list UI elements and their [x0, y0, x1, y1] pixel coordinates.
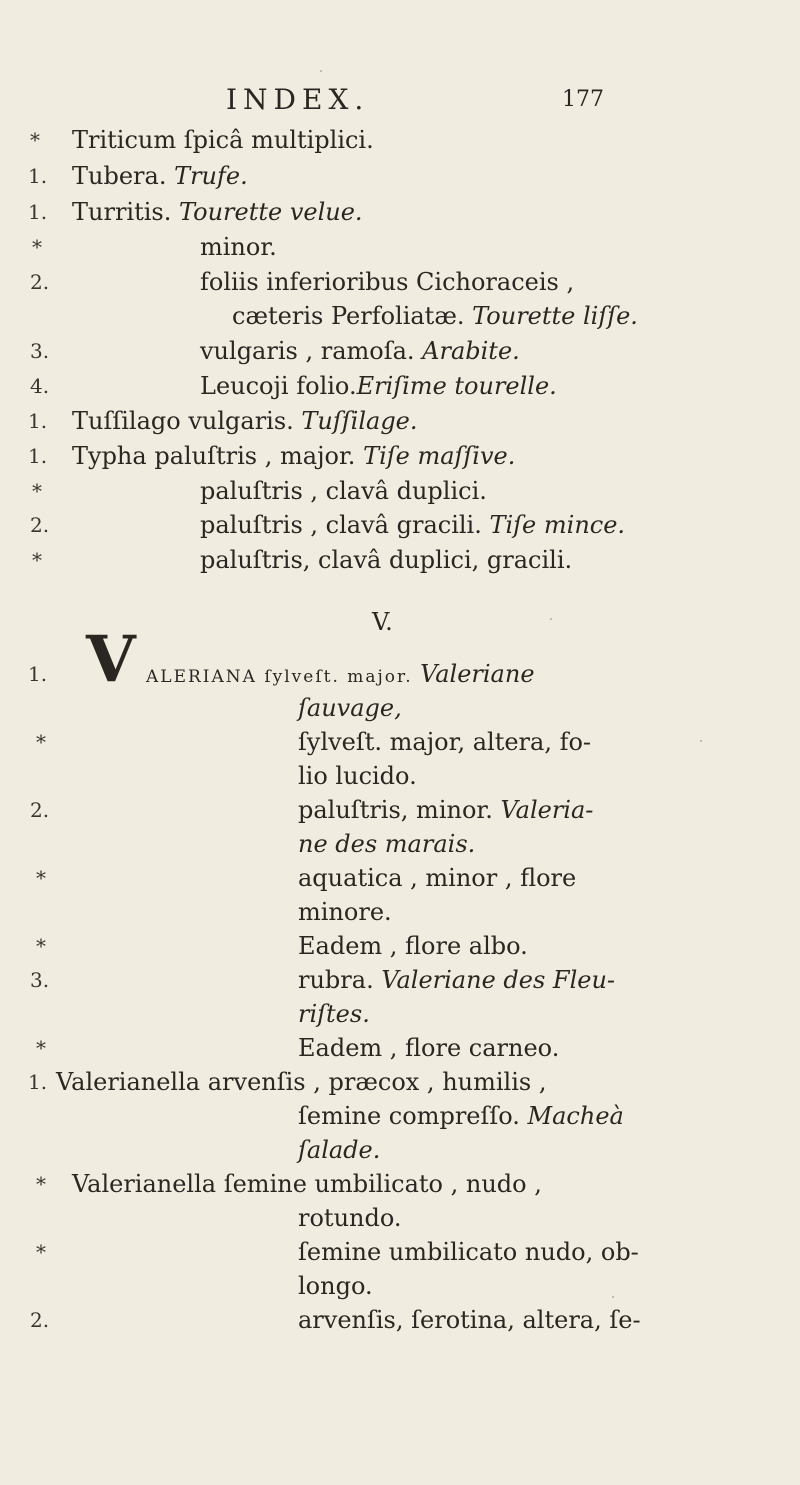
paper-speck	[700, 740, 702, 742]
entry-mark: 3.	[30, 339, 50, 363]
entry-text: Tuſſilago vulgaris. Tuſſilage.	[72, 407, 418, 435]
entry-text: foliis inferioribus Cichoraceis ,	[200, 268, 575, 296]
entry-text: Triticum ſpicâ multiplici.	[72, 126, 374, 154]
entry-text: ne des marais.	[298, 830, 476, 858]
entry-mark: *	[36, 934, 46, 958]
entry-text: lio lucido.	[298, 762, 417, 790]
entry-mark: *	[32, 479, 42, 503]
entry-text: Eadem , flore carneo.	[298, 1034, 560, 1062]
entry-mark: 1.	[28, 444, 48, 468]
paper-speck	[320, 70, 322, 72]
entry-text: rubra. Valeriane des Fleu-	[298, 966, 616, 994]
entry-mark: *	[36, 730, 46, 754]
entry-text: Turritis. Tourette velue.	[72, 198, 363, 226]
entry-mark: 3.	[30, 968, 50, 992]
entry-mark: 1.	[28, 409, 48, 433]
entry-mark: *	[36, 1036, 46, 1060]
entry-text: longo.	[298, 1272, 373, 1300]
entry-text: minore.	[298, 898, 392, 926]
entry-text: paluſtris , clavâ duplici.	[200, 477, 487, 505]
entry-mark: 1.	[28, 1070, 48, 1094]
entry-text: vulgaris , ramoſa. Arabite.	[200, 337, 520, 365]
entry-text: Eadem , flore albo.	[298, 932, 528, 960]
entry-mark: 2.	[30, 270, 50, 294]
entry-text: ſemine umbilicato nudo, ob-	[298, 1238, 639, 1266]
entry-text: Tubera. Trufe.	[72, 162, 248, 190]
entry-text: cæteris Perfoliatæ. Tourette liſſe.	[232, 302, 638, 330]
entry-text: Leucoji folio.Eriſime tourelle.	[200, 372, 557, 400]
page-header-title: INDEX.	[226, 83, 370, 116]
entry-text: paluſtris , clavâ gracili. Tiſe mince.	[200, 511, 626, 539]
entry-mark: 4.	[30, 374, 50, 398]
entry-mark: *	[30, 128, 40, 152]
entry-mark: 2.	[30, 1308, 50, 1332]
entry-text: ALERIANA ſylveſt. major. Valeriane	[146, 660, 535, 688]
entry-text: Valerianella ſemine umbilicato , nudo ,	[72, 1170, 542, 1198]
entry-text: rotundo.	[298, 1204, 402, 1232]
entry-mark: *	[32, 548, 42, 572]
section-letter: V.	[372, 608, 393, 636]
entry-mark: 1.	[28, 662, 48, 686]
entry-text: paluſtris, minor. Valeria-	[298, 796, 594, 824]
entry-text: arvenſis, ſerotina, altera, ſe-	[298, 1306, 641, 1334]
entry-text: ſemine compreſſo. Macheà	[298, 1102, 624, 1130]
entry-mark: 1.	[28, 164, 48, 188]
entry-mark: *	[36, 1172, 46, 1196]
paper-speck	[612, 1296, 614, 1298]
entry-text: riſtes.	[298, 1000, 370, 1028]
entry-text: Typha paluſtris , major. Tiſe maſſive.	[72, 442, 516, 470]
page-number: 177	[562, 87, 604, 112]
entry-text: ſylveſt. major, altera, fo-	[298, 728, 592, 756]
entry-text: ſalade.	[298, 1136, 381, 1164]
entry-text: Valerianella arvenſis , præcox , humilis ,	[56, 1068, 547, 1096]
paper-speck	[550, 618, 552, 620]
entry-mark: 1.	[28, 200, 48, 224]
entry-mark: *	[32, 235, 42, 259]
entry-mark: 2.	[30, 798, 50, 822]
entry-text: paluſtris, clavâ duplici, gracili.	[200, 546, 573, 574]
entry-text: ſauvage,	[298, 694, 402, 722]
drop-cap: V	[86, 622, 136, 697]
entry-text: minor.	[200, 233, 277, 261]
entry-mark: *	[36, 866, 46, 890]
entry-mark: *	[36, 1240, 46, 1264]
entry-text: aquatica , minor , flore	[298, 864, 577, 892]
entry-mark: 2.	[30, 513, 50, 537]
